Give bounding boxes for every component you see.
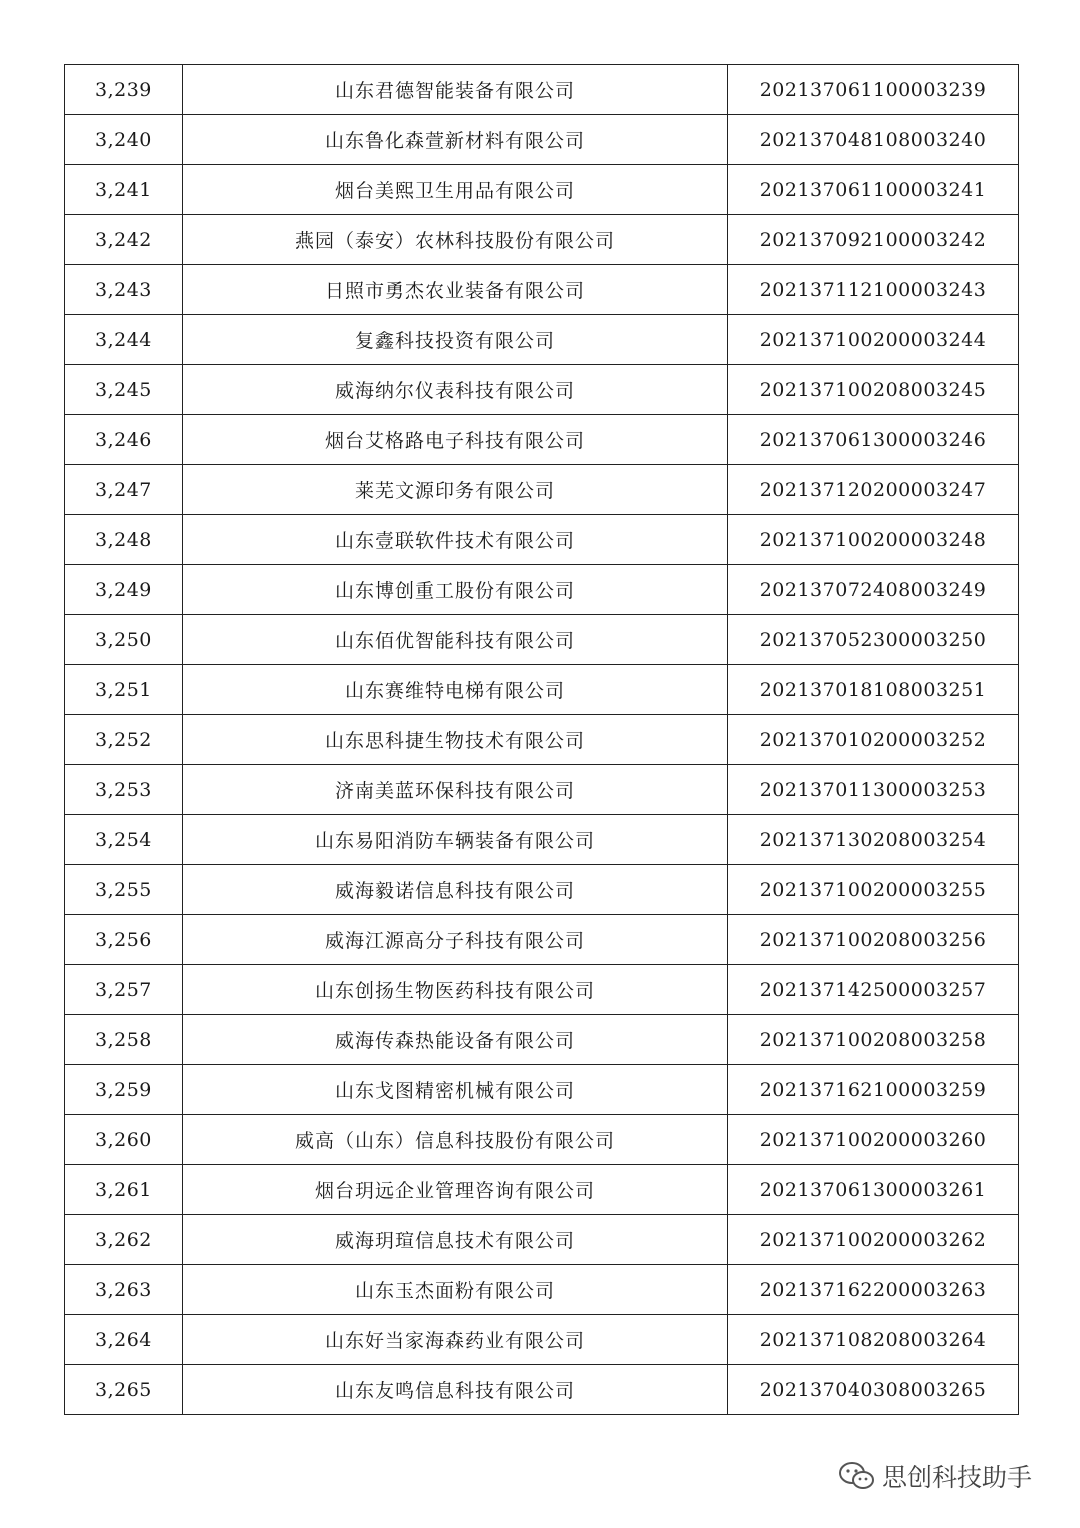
company-name-cell: 威海玥瑄信息技术有限公司	[183, 1215, 728, 1265]
table-row	[65, 315, 1019, 365]
table-row	[65, 115, 1019, 165]
company-name-cell: 复鑫科技投资有限公司	[183, 315, 728, 365]
company-name-cell: 山东友鸣信息科技有限公司	[183, 1365, 728, 1415]
registration-number-cell: 202137100200003255	[728, 865, 1019, 915]
registration-number-cell: 202137011300003253	[728, 765, 1019, 815]
company-name-cell: 山东思科捷生物技术有限公司	[183, 715, 728, 765]
company-name-cell: 山东壹联软件技术有限公司	[183, 515, 728, 565]
company-name-cell: 山东玉杰面粉有限公司	[183, 1265, 728, 1315]
registration-number-cell: 202137040308003265	[728, 1365, 1019, 1415]
company-name-cell: 烟台艾格路电子科技有限公司	[183, 415, 728, 465]
seq-cell: 3,252	[65, 715, 183, 765]
seq-cell: 3,259	[65, 1065, 183, 1115]
registration-number-cell: 202137061300003261	[728, 1165, 1019, 1215]
registration-number-cell: 202137100200003248	[728, 515, 1019, 565]
registration-number-cell: 202137072408003249	[728, 565, 1019, 615]
company-name-cell: 山东君德智能装备有限公司	[183, 65, 728, 115]
company-name-cell: 日照市勇杰农业装备有限公司	[183, 265, 728, 315]
company-name-cell: 烟台美熙卫生用品有限公司	[183, 165, 728, 215]
table-row	[65, 815, 1019, 865]
seq-cell: 3,247	[65, 465, 183, 515]
seq-cell: 3,265	[65, 1365, 183, 1415]
seq-cell: 3,246	[65, 415, 183, 465]
table-row	[65, 215, 1019, 265]
company-table	[64, 64, 1019, 1415]
registration-number-cell: 202137018108003251	[728, 665, 1019, 715]
company-name-cell: 莱芜文源印务有限公司	[183, 465, 728, 515]
seq-cell: 3,264	[65, 1315, 183, 1365]
watermark	[838, 1458, 1032, 1494]
company-name-cell: 山东易阳消防车辆装备有限公司	[183, 815, 728, 865]
registration-number-cell: 202137120200003247	[728, 465, 1019, 515]
seq-cell: 3,241	[65, 165, 183, 215]
table-row	[65, 165, 1019, 215]
company-name-cell: 山东赛维特电梯有限公司	[183, 665, 728, 715]
table-row	[65, 465, 1019, 515]
seq-cell: 3,244	[65, 315, 183, 365]
seq-cell: 3,260	[65, 1115, 183, 1165]
registration-number-cell: 202137048108003240	[728, 115, 1019, 165]
seq-cell: 3,262	[65, 1215, 183, 1265]
seq-cell: 3,239	[65, 65, 183, 115]
table-row	[65, 665, 1019, 715]
company-name-cell: 威海江源高分子科技有限公司	[183, 915, 728, 965]
company-name-cell: 威海毅诺信息科技有限公司	[183, 865, 728, 915]
table-row	[65, 515, 1019, 565]
table-row	[65, 1115, 1019, 1165]
seq-cell: 3,261	[65, 1165, 183, 1215]
table-row	[65, 565, 1019, 615]
table-row	[65, 1065, 1019, 1115]
seq-cell: 3,251	[65, 665, 183, 715]
table-row	[65, 1365, 1019, 1415]
registration-number-cell: 202137112100003243	[728, 265, 1019, 315]
table-row	[65, 265, 1019, 315]
company-name-cell: 山东佰优智能科技有限公司	[183, 615, 728, 665]
wechat-icon	[838, 1461, 876, 1491]
company-name-cell: 威海纳尔仪表科技有限公司	[183, 365, 728, 415]
watermark-text: 思创科技助手	[882, 1463, 1033, 1492]
registration-number-cell: 202137100200003244	[728, 315, 1019, 365]
registration-number-cell: 202137100200003262	[728, 1215, 1019, 1265]
company-name-cell: 济南美蓝环保科技有限公司	[183, 765, 728, 815]
registration-number-cell: 202137162100003259	[728, 1065, 1019, 1115]
seq-cell: 3,242	[65, 215, 183, 265]
table-row	[65, 715, 1019, 765]
table-row	[65, 765, 1019, 815]
seq-cell: 3,255	[65, 865, 183, 915]
table-row	[65, 415, 1019, 465]
company-name-cell: 山东戈图精密机械有限公司	[183, 1065, 728, 1115]
seq-cell: 3,256	[65, 915, 183, 965]
table-row	[65, 65, 1019, 115]
table-row	[65, 1165, 1019, 1215]
registration-number-cell: 202137142500003257	[728, 965, 1019, 1015]
table-row	[65, 1315, 1019, 1365]
registration-number-cell: 202137100208003245	[728, 365, 1019, 415]
seq-cell: 3,250	[65, 615, 183, 665]
table-row	[65, 1015, 1019, 1065]
table-row	[65, 1215, 1019, 1265]
seq-cell: 3,253	[65, 765, 183, 815]
registration-number-cell: 202137010200003252	[728, 715, 1019, 765]
company-name-cell: 烟台玥远企业管理咨询有限公司	[183, 1165, 728, 1215]
registration-number-cell: 202137100208003256	[728, 915, 1019, 965]
registration-number-cell: 202137061100003241	[728, 165, 1019, 215]
seq-cell: 3,258	[65, 1015, 183, 1065]
table-row	[65, 615, 1019, 665]
registration-number-cell: 202137162200003263	[728, 1265, 1019, 1315]
seq-cell: 3,243	[65, 265, 183, 315]
registration-number-cell: 202137100208003258	[728, 1015, 1019, 1065]
seq-cell: 3,257	[65, 965, 183, 1015]
table-row	[65, 865, 1019, 915]
company-name-cell: 威高（山东）信息科技股份有限公司	[183, 1115, 728, 1165]
table-body	[65, 65, 1019, 1415]
company-name-cell: 燕园（泰安）农林科技股份有限公司	[183, 215, 728, 265]
table-row	[65, 365, 1019, 415]
company-name-cell: 山东创扬生物医药科技有限公司	[183, 965, 728, 1015]
seq-cell: 3,249	[65, 565, 183, 615]
registration-number-cell: 202137061100003239	[728, 65, 1019, 115]
table-row	[65, 965, 1019, 1015]
company-name-cell: 山东好当家海森药业有限公司	[183, 1315, 728, 1365]
seq-cell: 3,248	[65, 515, 183, 565]
seq-cell: 3,240	[65, 115, 183, 165]
registration-number-cell: 202137052300003250	[728, 615, 1019, 665]
company-name-cell: 山东博创重工股份有限公司	[183, 565, 728, 615]
seq-cell: 3,254	[65, 815, 183, 865]
table-row	[65, 915, 1019, 965]
registration-number-cell: 202137061300003246	[728, 415, 1019, 465]
registration-number-cell: 202137092100003242	[728, 215, 1019, 265]
registration-number-cell: 202137108208003264	[728, 1315, 1019, 1365]
seq-cell: 3,263	[65, 1265, 183, 1315]
registration-number-cell: 202137130208003254	[728, 815, 1019, 865]
table-row	[65, 1265, 1019, 1315]
registration-number-cell: 202137100200003260	[728, 1115, 1019, 1165]
company-name-cell: 威海传森热能设备有限公司	[183, 1015, 728, 1065]
company-name-cell: 山东鲁化森萱新材料有限公司	[183, 115, 728, 165]
seq-cell: 3,245	[65, 365, 183, 415]
